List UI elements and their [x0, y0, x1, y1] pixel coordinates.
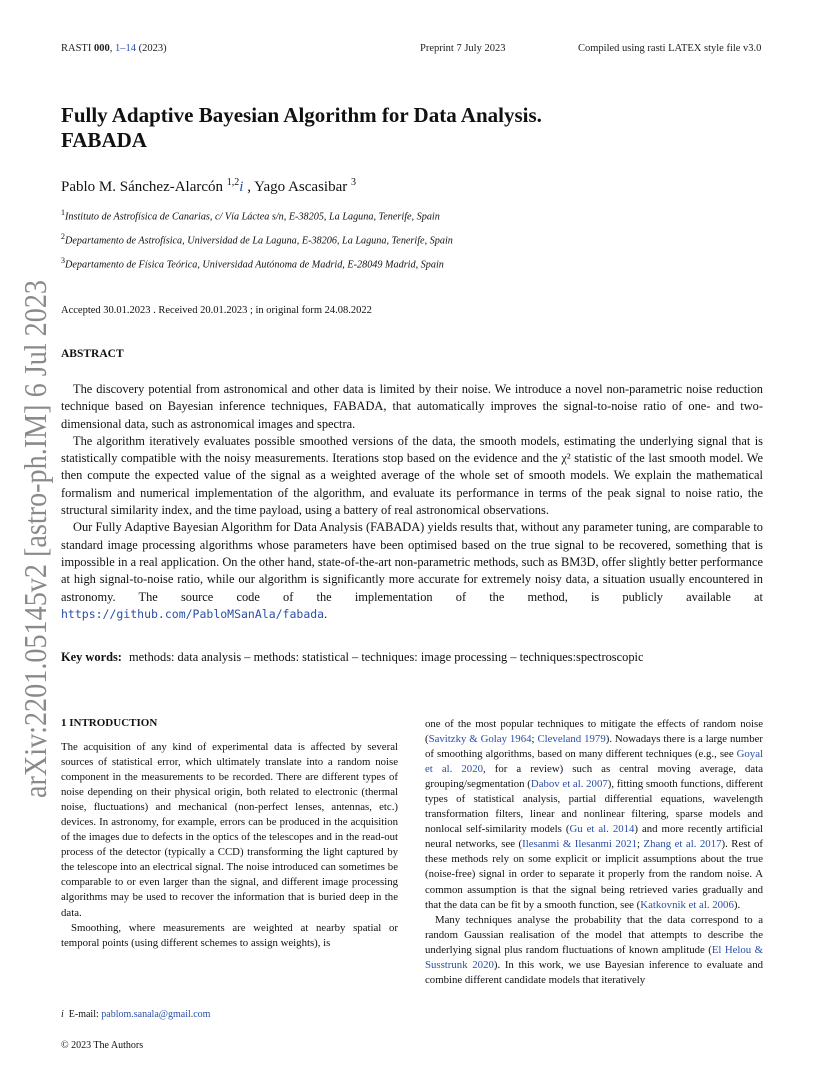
- preprint-date: Preprint 7 July 2023: [420, 43, 506, 54]
- keywords-label: Key words:: [61, 650, 122, 664]
- keywords-text: methods: data analysis – methods: statistical – techniques: image processing – techniques:spectroscopic: [129, 650, 644, 664]
- email-link[interactable]: pablom.sanala@gmail.com: [101, 1009, 211, 1020]
- intro-paragraph-1: The acquisition of any kind of experimental data is affected by several sources of statistical error, which ultimately translate into a random noise component in the measurements to be recorded. There are different types of noise depending on their physical origin, both related to electronic (thermal noise, fluctuations) and mechanical (non-perfect lenses, antennas, etc.) devices. In astronomy, for example, errors can be produced in the acquisition of the images due to defects in the optics of the telescopes and in the read-out process of the detector (typically a CCD) transforming the light captured by the telescope into an electrical signal. The noise introduced can sometimes be comparable to or even larger than the signal, and different image processing algorithms may be used to recover the information that is buried deep in the data.: [61, 741, 398, 919]
- author-1-affil-sup: 1,2: [226, 177, 240, 188]
- author-list: [61, 177, 356, 196]
- compiled-note: Compiled using rasti LATEX style file v3.0: [578, 43, 762, 54]
- paragraph-text: ).: [733, 898, 741, 911]
- abstract-p3-end: .: [324, 606, 328, 621]
- affiliation-2: [61, 232, 453, 246]
- affiliation-3-number: 3: [61, 256, 65, 265]
- footnote-mark: i: [61, 1009, 64, 1020]
- abstract-paragraph-3: [61, 519, 763, 623]
- abstract-paragraph-2: The algorithm iteratively evaluates possible smoothed versions of the data, the smooth models, estimating the underlying signal that is statistically compatible with the noisy measurements. Iterations stop based on the evidence and the χ² statistic of the last smooth model. We then compute the expected value of the signal as a weighted average of the whole set of smooth models. We explain the mathematical formalism and numerical implementation of the algorithm, and evaluate its performance in terms of the peak signal to noise ratio, the structural similarity index, and the time payload, using a battery of real astronomical observations.: [61, 433, 763, 518]
- paragraph-text: ). In this work, we use Bayesian inference to evaluate and combine different candidate models that iteratively: [425, 958, 764, 986]
- citation-link[interactable]: Gu et al. 2014: [569, 823, 635, 836]
- citation-link[interactable]: El Helou & Susstrunk 2020: [425, 943, 763, 971]
- section-heading-introduction: 1 INTRODUCTION: [61, 717, 158, 729]
- author-name-1: Pablo M. Sánchez-Alarcón: [61, 179, 224, 195]
- affiliation-2-text: Departamento de Astrofísica, Universidad de La Laguna, E-38206, La Laguna, Tenerife, Spain: [65, 235, 453, 247]
- github-url-link[interactable]: https://github.com/PabloMSanAla/fabada: [61, 606, 325, 621]
- abstract-p3-text: Our Fully Adaptive Bayesian Algorithm for Data Analysis (FABADA) yields results that, without any parameter tuning, are comparable to standard image processing algorithms whose parameters have been optimised based on the true signal to be recovered, something that is impossible in a real application. On the other hand, state-of-the-art non-parametric methods, such as BM3D, offer slightly better performance at high signal-to-noise ratio, while our algorithm is significantly more accurate for extremely noisy data, a situation usually encountered in astronomy. The source code of the implementation of the method, is publicly available at: [61, 520, 763, 604]
- citation-link[interactable]: Katkovnik et al. 2006: [640, 898, 734, 911]
- paragraph-text: ) and more recently artificial neural networks, see (: [425, 823, 763, 851]
- citation-link[interactable]: Ilesanmi & Ilesanmi 2021: [522, 838, 638, 851]
- affiliation-3: [61, 256, 444, 270]
- citation-link[interactable]: Dabov et al. 2007: [530, 778, 608, 791]
- affiliation-3-text: Departamento de Física Teórica, Universidad Autónoma de Madrid, E-28049 Madrid, Spain: [65, 259, 444, 271]
- copyright-notice: © 2023 The Authors: [61, 1040, 144, 1051]
- page-range-link[interactable]: 1–14: [114, 43, 136, 54]
- journal-name: RASTI: [61, 43, 92, 54]
- affiliation-1: [61, 208, 440, 222]
- journal-volume: 000: [93, 43, 110, 54]
- title-line-1: Fully Adaptive Bayesian Algorithm for Data Analysis.: [61, 103, 542, 127]
- intro-paragraph-3: [425, 717, 763, 913]
- author-2-affil-sup: 3: [350, 177, 356, 188]
- paragraph-text: ), fitting smooth functions, different types of statistical analysis, partial differential equations, wavelength transformation filters, linear and nonlinear filtering, sparse models and nonlocal self-similarity models (: [425, 778, 763, 836]
- author-name-2: Yago Ascasibar: [254, 179, 348, 195]
- paragraph-text: Many techniques analyse the probability that the data correspond to a random Gaussian realisation of the model that attempts to describe the underlying signal plus random fluctuations of known amplitude (: [425, 913, 763, 956]
- abstract-body: [61, 381, 763, 623]
- affiliation-1-text: Instituto de Astrofísica de Canarias, c/ Vía Láctea s/n, E-38205, La Laguna, Tenerife, Spain: [65, 211, 440, 223]
- author-1-email-mark[interactable]: i: [239, 179, 244, 195]
- intro-paragraph-2: Smoothing, where measurements are weighted at nearby spatial or temporal points (using different schemes to assign weights), is: [61, 921, 398, 949]
- citation-link[interactable]: Zhang et al. 2017: [643, 838, 722, 851]
- citation-link[interactable]: Cleveland 1979: [537, 733, 606, 746]
- arxiv-stamp-svg: [10, 280, 54, 800]
- paper-title: [61, 103, 621, 153]
- arxiv-stamp-text[interactable]: arXiv:2201.05145v2 [astro-ph.IM] 6 Jul 2023: [17, 280, 53, 798]
- accepted-received-line: Accepted 30.01.2023 . Received 20.01.2023 ; in original form 24.08.2022: [61, 305, 372, 316]
- right-column: [425, 717, 763, 988]
- paragraph-text: , for a review) such as central moving average, data grouping/segmentation (: [425, 763, 763, 791]
- paragraph-text: ). Rest of these methods rely on some explicit or implicit assumptions about the true (noise-free) signal in order to separate it properly from the random noise. A common assumption is that the signal being retrieved varies gradually and that the data can be fit by a smooth function, see (: [425, 838, 763, 911]
- title-line-2: FABADA: [61, 128, 147, 152]
- intro-paragraph-4: [425, 913, 763, 988]
- citation-link[interactable]: Goyal et al. 2020: [425, 748, 763, 776]
- footnote-label: E-mail:: [68, 1009, 99, 1020]
- running-header-left: RASTI 000, 1–14 (2023): [61, 43, 167, 54]
- author-separator: ,: [247, 179, 251, 195]
- paragraph-text: one of the most popular techniques to mitigate the effects of random noise (: [425, 718, 763, 746]
- paragraph-text: ). Nowadays there is a large number of smoothing algorithms, based on many different techniques (e.g., see: [425, 733, 763, 761]
- affiliation-1-number: 1: [61, 208, 65, 217]
- abstract-paragraph-1: The discovery potential from astronomical and other data is limited by their noise. We introduce a novel non-parametric noise reduction technique based on Bayesian inference techniques, FABADA, that automatically improves the signal-to-noise ratio of one- and two-dimensional data, such as astronomical images and spectra.: [61, 382, 763, 431]
- paragraph-text: ;: [637, 838, 644, 851]
- email-footnote: [61, 1009, 210, 1020]
- abstract-heading: ABSTRACT: [61, 348, 124, 360]
- left-column: [61, 740, 398, 951]
- keywords: [61, 650, 763, 665]
- paragraph-text: ;: [531, 733, 538, 746]
- citation-link[interactable]: Savitzky & Golay 1964: [428, 733, 532, 746]
- journal-year: (2023): [138, 43, 167, 54]
- arxiv-stamp: [10, 280, 54, 800]
- affiliation-2-number: 2: [61, 232, 65, 241]
